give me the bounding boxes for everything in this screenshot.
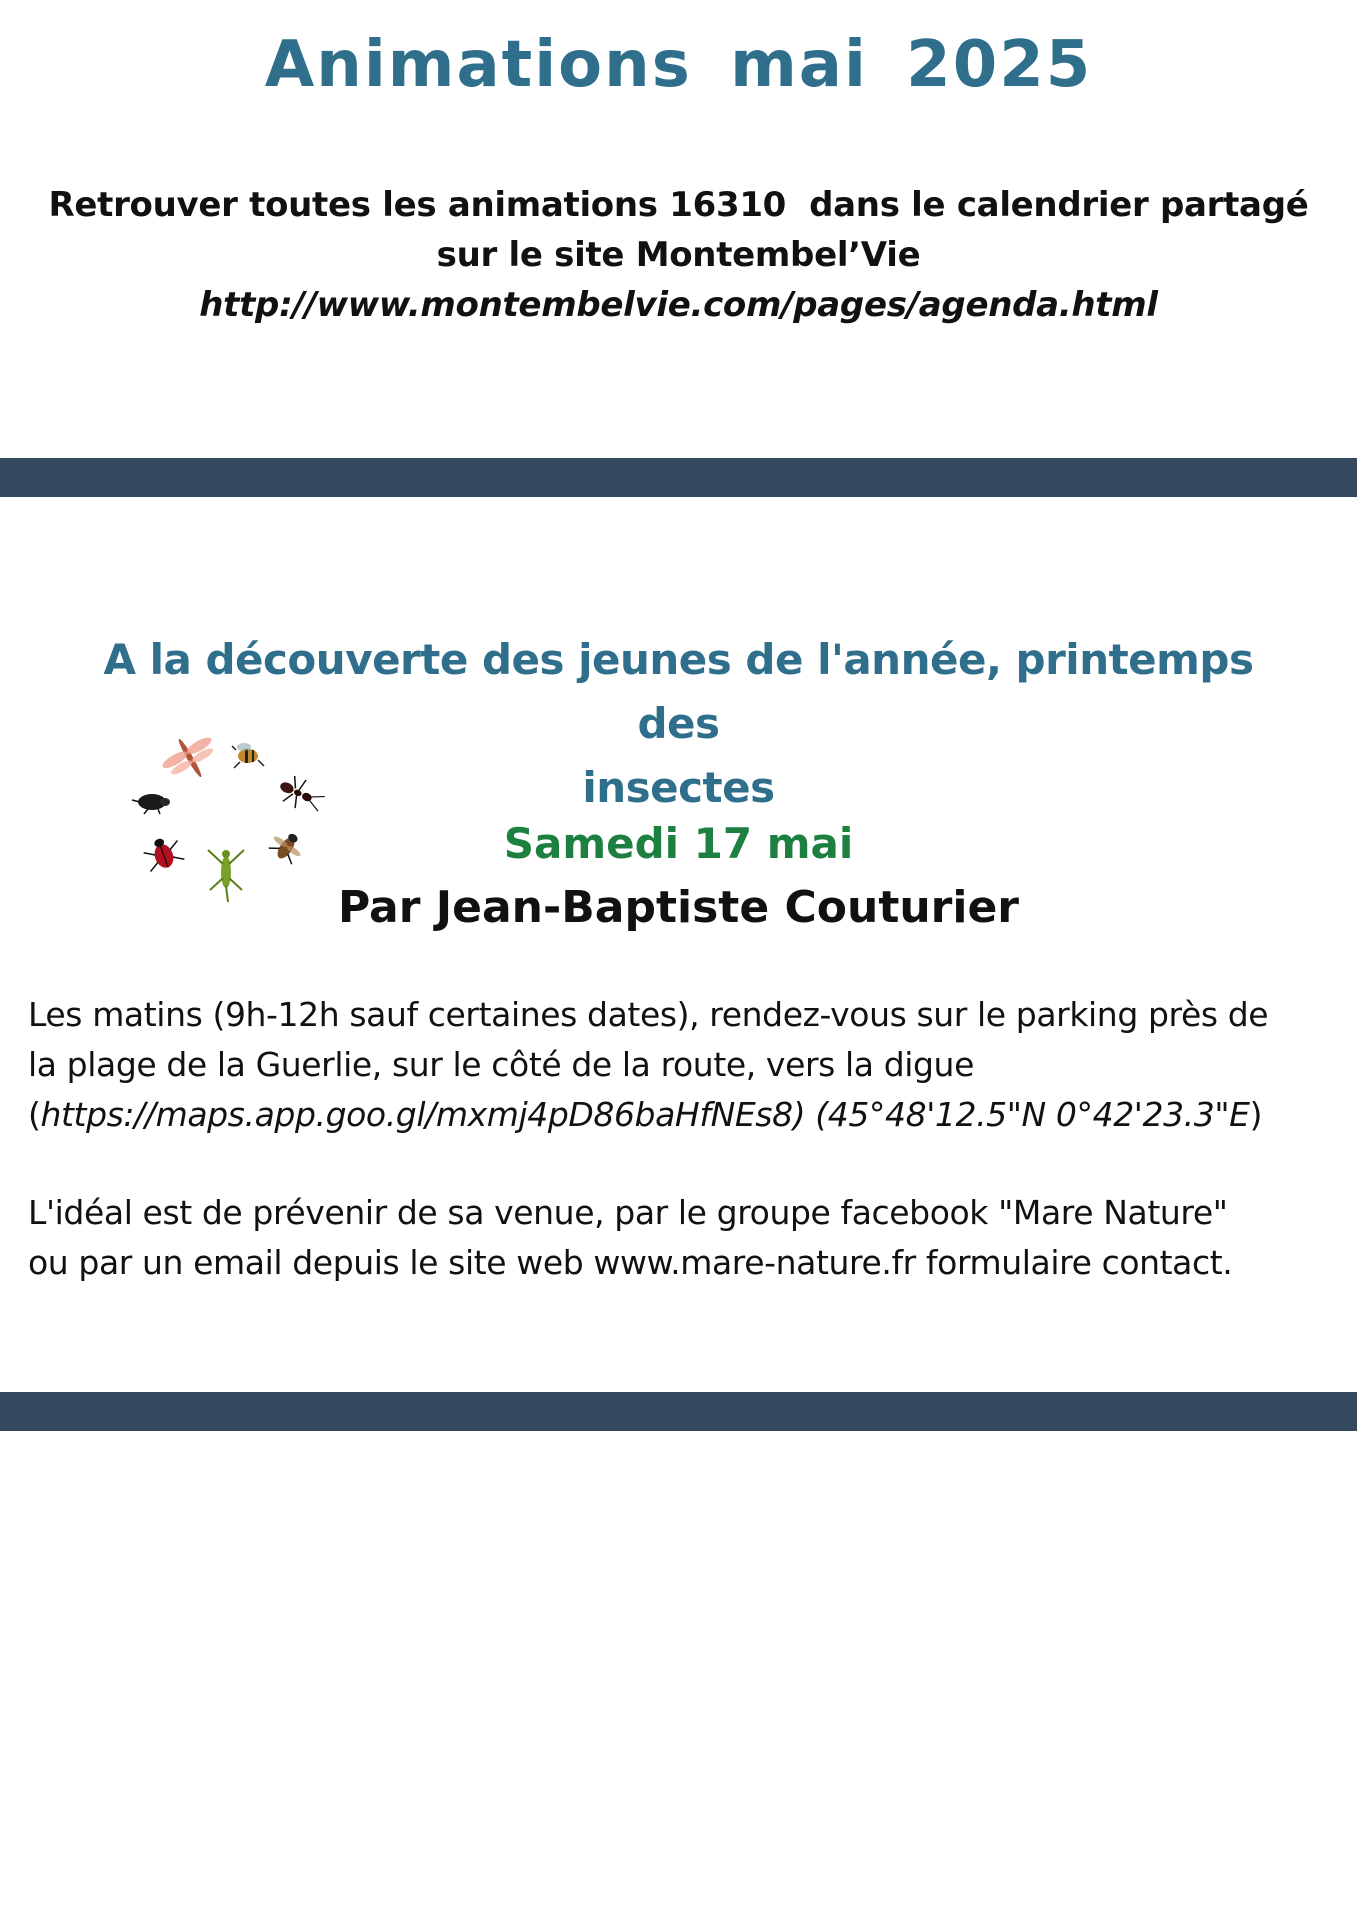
description-line-5: ou par un email depuis le site web www.mare-nature.fr formulaire contact. [28, 1243, 1233, 1282]
bottom-divider [0, 1392, 1357, 1431]
intro-line-2: sur le site Montembel’Vie [436, 235, 921, 275]
paren-open: ( [28, 1095, 41, 1134]
agenda-link[interactable]: http://www.montembelvie.com/pages/agenda.html [199, 285, 1158, 325]
maps-link[interactable]: https://maps.app.goo.gl/mxmj4pD86baHfNEs8) (45°48'12.5"N 0°42'23.3"E [40, 1095, 1250, 1134]
event-date: Samedi 17 mai [503, 819, 854, 868]
beetle-icon [132, 794, 170, 814]
paragraph-gap [28, 1140, 1338, 1188]
ladybug-icon [141, 833, 185, 874]
bee-icon [232, 743, 264, 768]
description-line-2: la plage de la Guerlie, sur le côté de la route, vers la digue [28, 1045, 974, 1084]
event-author: Par Jean-Baptiste Couturier [337, 882, 1019, 933]
description-line-1: Les matins (9h-12h sauf certaines dates), rendez-vous sur le parking près de [28, 995, 1269, 1034]
mantis-icon [208, 850, 244, 902]
description-line-4: L'idéal est de prévenir de sa venue, par le groupe facebook "Mare Nature" [28, 1193, 1228, 1232]
page-title: Animations mai 2025 [264, 28, 1093, 102]
paren-close: ) [1249, 1095, 1263, 1134]
top-divider [0, 458, 1357, 497]
dragonfly-icon [155, 730, 225, 791]
event-title-line-2: insectes [582, 763, 775, 812]
event-title-line-1: A la découverte des jeunes de l'année, printemps des [103, 635, 1254, 748]
intro-line-1: Retrouver toutes les animations 16310 dans le calendrier partagé [48, 185, 1309, 225]
intro-block [40, 180, 1317, 330]
ant-icon [274, 771, 327, 817]
description-line-3 [28, 1090, 1338, 1140]
event-description [28, 990, 1338, 1288]
